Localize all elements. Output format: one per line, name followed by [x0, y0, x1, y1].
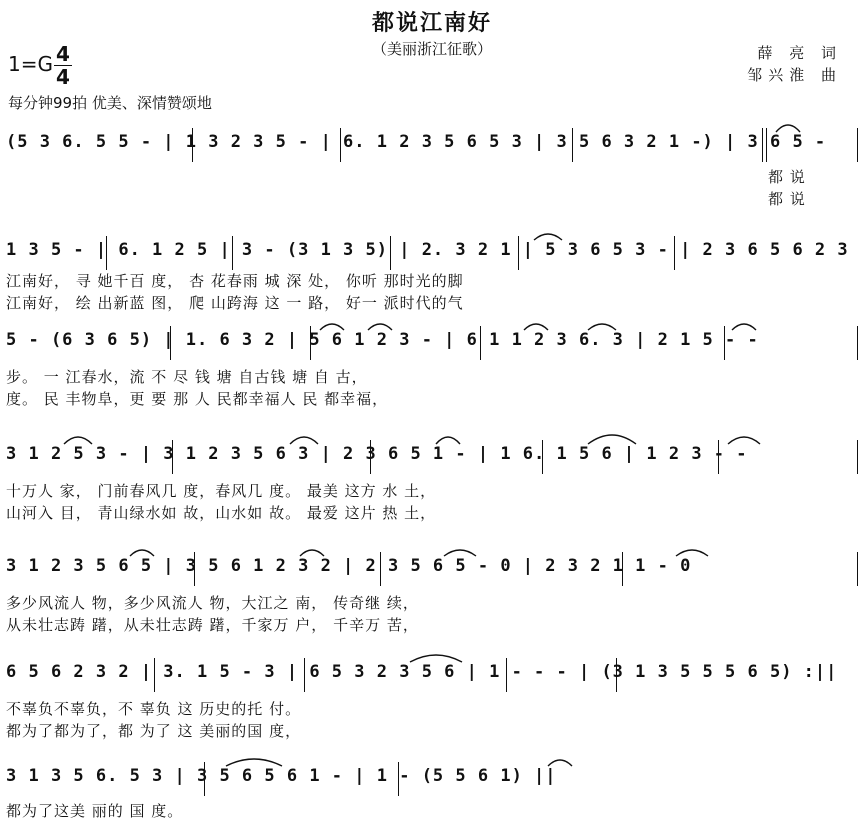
barline: [340, 128, 341, 162]
score-line-4: [6, 444, 858, 470]
barline: [674, 236, 675, 270]
barline: [480, 326, 481, 360]
barlines: [6, 440, 858, 474]
lyric-line-6b: 都为了都为了，都 为了 这 美丽的国 度，: [6, 722, 302, 740]
composer-credit: 邹兴淮 曲: [747, 66, 842, 84]
barline: [310, 326, 311, 360]
barline: [192, 128, 193, 162]
barline: [398, 762, 399, 796]
lyric-line-1b: 都 说: [768, 190, 806, 208]
barline: [518, 236, 519, 270]
barlines: [6, 236, 858, 270]
barline: [718, 440, 719, 474]
lyric-line-2b: 江南好， 绘 出新蓝 图， 爬 山跨海 这 一 路， 好一 派时代的气: [6, 294, 464, 312]
barline: [857, 440, 858, 474]
barline: [622, 552, 623, 586]
lyric-line-4b: 山河入 目， 青山绿水如 故，山水如 故。 最爱 这片 热 土，: [6, 504, 437, 522]
barline: [106, 236, 107, 270]
barline: [370, 440, 371, 474]
barline: [572, 128, 573, 162]
lyric-line-5b: 从未壮志踌 躇，从未壮志踌 躇，千家万 户， 千辛万 苦，: [6, 616, 419, 634]
barline: [616, 658, 617, 692]
barline: [304, 658, 305, 692]
tempo-marking: 每分钟99拍 优美、深情赞颂地: [8, 94, 212, 112]
barline: [857, 326, 858, 360]
barlines: [6, 128, 858, 162]
barline: [232, 236, 233, 270]
barline: [172, 440, 173, 474]
notation-row: 6 5 6 2 3 2 | 3. 1 5 - 3 | 6 5 3 2 3 5 6 | 1 - - - | (3 1 3 5 5 5 6 5) :||: [6, 662, 838, 682]
song-subtitle: （美丽浙江征歌）: [371, 40, 492, 58]
notation-row: (5 3 6. 5 5 - | 1 3 2 3 5 - | 6. 1 2 3 5 6 5 3 | 3 5 6 3 2 1 -) | 3 6 5 -: [6, 132, 827, 152]
barline: [766, 128, 767, 162]
notation-row: 3 1 2 5 3 - | 3 1 2 3 5 6 3 | 2 3 6 5 1 - | 1 6. 1 5 6 | 1 2 3 - -: [6, 444, 748, 464]
lyric-line-1a: 都 说: [768, 168, 806, 186]
lyric-line-3b: 度。 民 丰物阜，更 要 那 人 民都幸福人 民 都幸福，: [6, 390, 389, 408]
key-signature: 1=G: [8, 52, 53, 76]
song-title: 都说江南好: [371, 11, 492, 36]
lyricist-credit: 薛 亮 词: [757, 44, 842, 62]
notation-row: 3 1 3 5 6. 5 3 | 3 5 6 5 6 1 - | 1 - (5 5 6 1) ||: [6, 766, 557, 786]
time-signature: [54, 44, 72, 87]
barline: [390, 236, 391, 270]
barline: [204, 762, 205, 796]
barline: [857, 128, 858, 162]
lyric-line-7a: 都为了这美 丽的 国 度。: [6, 802, 184, 820]
lyric-line-6a: 不辜负不辜负，不 辜负 这 历史的托 付。: [6, 700, 302, 718]
notation-row: 3 1 2 3 5 6 5 | 3 5 6 1 2 3 2 | 2 3 5 6 5 - 0 | 2 3 2 1 1 - 0: [6, 556, 692, 576]
barline: [506, 658, 507, 692]
lyric-line-3a: 步。 一 江春水，流 不 尽 钱 塘 自古钱 塘 自 古，: [6, 368, 368, 386]
barline: [762, 128, 763, 162]
time-signature-bottom: 4: [56, 65, 70, 89]
barline: [542, 440, 543, 474]
barline: [170, 326, 171, 360]
time-signature-top: 4: [56, 42, 70, 66]
score-line-5: [6, 556, 858, 582]
score-line-3: [6, 330, 858, 356]
lyric-line-2a: 江南好， 寻 她千百 度， 杏 花春雨 城 深 处， 你听 那时光的脚: [6, 272, 464, 290]
score-line-7: [6, 766, 858, 792]
score-line-1: [6, 132, 858, 158]
barlines: [6, 326, 858, 360]
score-line-6: [6, 662, 858, 688]
barline: [857, 552, 858, 586]
lyric-line-4a: 十万人 家， 门前春风几 度，春风几 度。 最美 这方 水 土，: [6, 482, 437, 500]
barlines: [6, 552, 858, 586]
barline: [154, 658, 155, 692]
lyric-line-5a: 多少风流人 物，多少风流人 物，大江之 南， 传奇继 续，: [6, 594, 419, 612]
notation-row: 1 3 5 - | 6. 1 2 5 | 3 - (3 1 3 5) | 2. 3 2 1 | 5 3 6 5 3 - | 2 3 6 5 6 2 3: [6, 240, 849, 260]
score-line-2: [6, 240, 858, 266]
barline: [380, 552, 381, 586]
notation-row: 5 - (6 3 6 5) | 1. 6 3 2 | 5 6 1 2 3 - | 6 1 1 2 3 6. 3 | 2 1 5 - -: [6, 330, 759, 350]
barline: [194, 552, 195, 586]
barlines: [6, 658, 858, 692]
barline: [724, 326, 725, 360]
barlines: [6, 762, 858, 796]
